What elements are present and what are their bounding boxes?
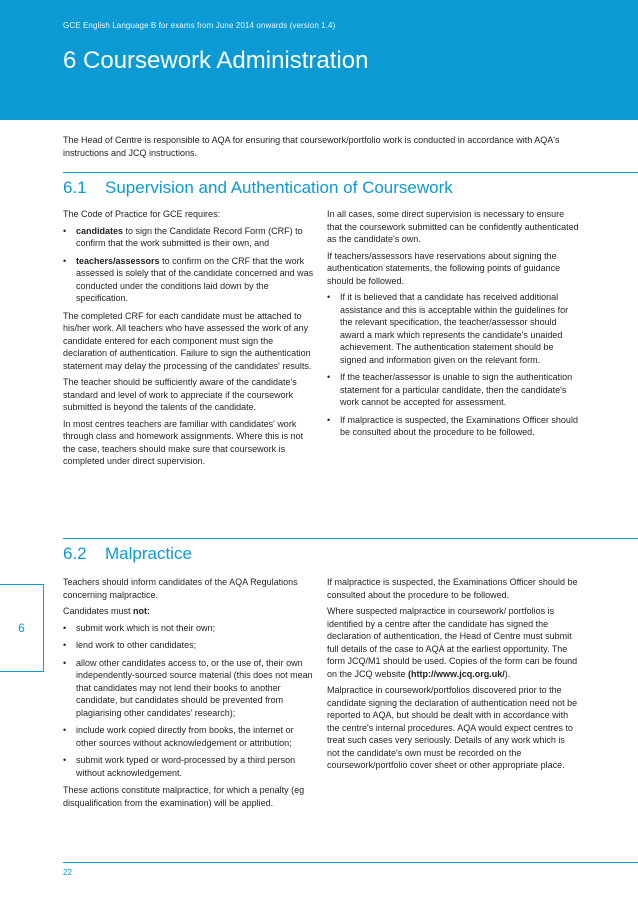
bullet-icon: • <box>63 225 67 236</box>
list-item <box>327 414 579 439</box>
list-item-text: to sign the Candidate Record Form (CRF) to confirm that the work submitted is their own, and <box>76 225 303 248</box>
section-heading-6-2 <box>63 544 192 564</box>
paragraph: The teacher should be sufficiently aware of the candidate's standard and level of work to appreciate if the coursework submitted is beyond the talents of the candidate. <box>63 377 297 412</box>
paragraph: In most centres teachers are familiar with candidates' work through class and homework assignments. Where this is not the case, teachers should make sure that coursework is completed under direct supervision. <box>63 418 304 466</box>
section-6-2-left-column <box>63 576 315 813</box>
bullet-list <box>327 291 579 439</box>
paragraph: The Code of Practice for GCE requires: <box>63 209 221 219</box>
list-item <box>63 225 315 250</box>
paragraph: The completed CRF for each candidate must be attached to his/her work. All teachers who have assessed the work of any candidate entered for each component must sign the declaration of authentication. Failure to sign the authentication statement may delay the processing of the candidates' results. <box>63 310 312 371</box>
section-6-1-right-column <box>327 208 579 444</box>
chapter-number: 6 <box>18 621 25 635</box>
bullet-icon: • <box>63 725 67 735</box>
paragraph: In all cases, some direct supervision is necessary to ensure that the coursework submitted can be confidently authenticated as the candidate's own. <box>327 209 579 244</box>
list-item <box>63 657 315 720</box>
list-item-text: submit work typed or word-processed by a third person without acknowledgement. <box>76 755 296 778</box>
section-heading-6-1 <box>63 178 453 198</box>
section-divider <box>63 538 638 539</box>
page-title: 6 Coursework Administration <box>63 47 369 74</box>
bullet-icon: • <box>327 414 331 425</box>
running-header: GCE English Language B for exams from June 2014 onwards (version 1.4) <box>63 21 336 30</box>
list-item <box>63 639 315 652</box>
section-6-1-left-column <box>63 208 315 472</box>
paragraph-text: Where suspected malpractice in coursework/ portfolios is identified by a centre after the candidate has signed the declaration of authentication, the Head of Centre must submit full details of the case to AQA at the earliest opportunity. The form JCQ/M1 should be used. Copies of the form can be found on the JCQ website <box>327 606 578 679</box>
list-item <box>63 754 315 779</box>
paragraph-text: Candidates must <box>63 606 134 616</box>
section-number: 6.1 <box>63 178 87 197</box>
bullet-icon: • <box>63 622 67 633</box>
bold-term: not: <box>133 606 151 616</box>
paragraph: Teachers should inform candidates of the AQA Regulations concerning malpractice. <box>63 577 298 600</box>
list-item <box>327 291 579 366</box>
list-item-text: If it is believed that a candidate has received additional assistance and this is acceptable within the guidelines for the relevant specification, the teacher/assessor should award a mark which represents the candidate's unaided achievement. The authentication statement should be signed and information given on the relevant form. <box>340 292 569 365</box>
paragraph: Malpractice in coursework/portfolios discovered prior to the candidate signing the declaration of authentication need not be reported to AQA, but should be dealt with in accordance with the centre's internal procedures. AQA would expect centres to treat such cases very seriously. Details of any work which is not the candidate's own must be recorded on the coursework/portfolio cover sheet or other appropriate place. <box>327 685 578 770</box>
list-item-text: to confirm on the CRF that the work assessed is solely that of the candidate concerned and was conducted under the conditions laid down by the specification. <box>76 255 314 303</box>
bullet-icon: • <box>63 255 67 266</box>
bold-term: teachers/assessors <box>76 255 160 266</box>
paragraph: These actions constitute malpractice, for which a penalty (eg disqualification from the examination) will be applied. <box>63 785 305 808</box>
header-banner <box>0 0 638 120</box>
paragraph <box>63 605 315 618</box>
paragraph: If teachers/assessors have reservations about signing the authentication statements, the following points of guidance should be followed. <box>327 250 561 286</box>
chapter-side-tab <box>0 584 44 672</box>
bullet-list <box>63 622 315 780</box>
list-item <box>63 255 315 305</box>
list-item-text: submit work which is not their own; <box>76 622 216 633</box>
bullet-icon: • <box>327 372 331 382</box>
section-number: 6.2 <box>63 544 87 563</box>
list-item-text: allow other candidates access to, or the use of, their own independently-sourced source material (this does not mean that candidates may not lend their books to another candidate, but candidates should be prevented from plagiarising other candidates' research); <box>76 657 313 718</box>
list-item <box>63 724 315 749</box>
bullet-icon: • <box>327 292 331 302</box>
list-item <box>327 371 579 409</box>
bold-term: candidates <box>76 225 124 236</box>
section-6-2-right-column <box>327 576 579 776</box>
bullet-icon: • <box>63 657 67 668</box>
paragraph-text: ). <box>504 668 511 679</box>
bullet-icon: • <box>63 640 67 650</box>
list-item-text: If malpractice is suspected, the Examinations Officer should be consulted about the procedure to be followed. <box>340 414 578 437</box>
list-item-text: lend work to other candidates; <box>76 640 197 650</box>
footer-divider <box>63 862 638 863</box>
intro-paragraph: The Head of Centre is responsible to AQA for ensuring that coursework/portfolio work is conducted in accordance with AQA's instructions and JCQ instructions. <box>63 135 560 158</box>
section-title: Supervision and Authentication of Coursework <box>105 178 453 197</box>
section-divider <box>63 172 638 173</box>
paragraph <box>327 605 579 680</box>
list-item-text: If the teacher/assessor is unable to sign the authentication statement for a particular candidate, then the candidate's work cannot be accepted for assessment. <box>340 372 573 407</box>
section-title: Malpractice <box>105 544 192 563</box>
list-item-text: include work copied directly from books, the internet or other sources without acknowledgement or attribution; <box>76 725 294 748</box>
bullet-icon: • <box>63 755 67 765</box>
bullet-list <box>63 225 315 305</box>
list-item <box>63 622 315 635</box>
paragraph: If malpractice is suspected, the Examinations Officer should be consulted about the procedure to be followed. <box>327 577 578 600</box>
jcq-website-link[interactable]: (http://www.jcq.org.uk/ <box>408 668 505 679</box>
page-number: 22 <box>63 868 72 877</box>
